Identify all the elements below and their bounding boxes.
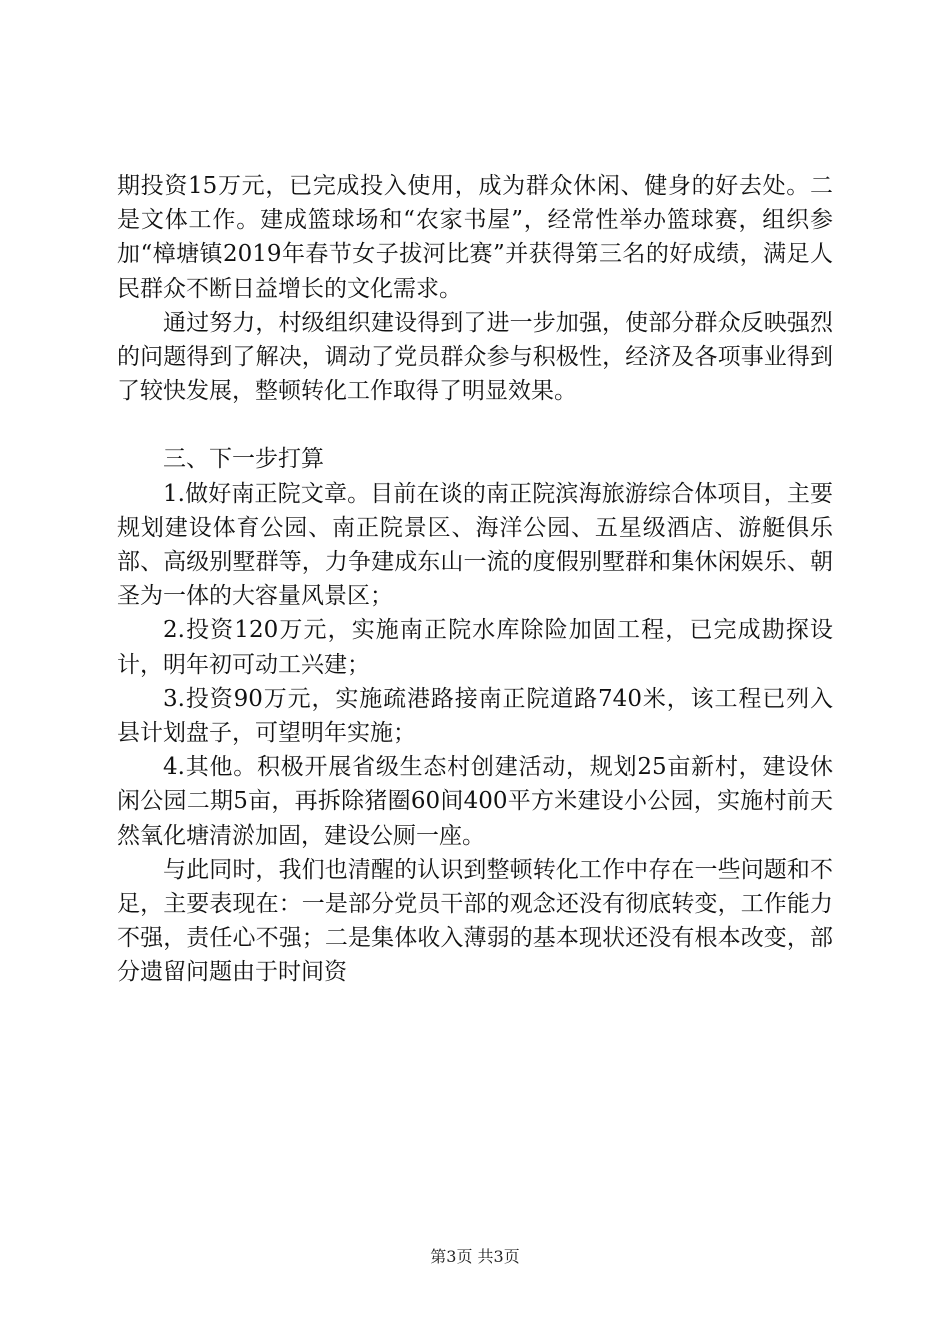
plan-item-1: 1.做好南正院文章。目前在谈的南正院滨海旅游综合体项目，主要规划建设体育公园、南正院景区、海洋公园、五星级酒店、游艇俱乐部、高级别墅群等，力争建成东山一流的度假别墅群和集休闲娱乐、朝圣为一体的大容量风景区； — [117, 480, 833, 610]
paragraph-continuation: 期投资15万元，已完成投入使用，成为群众休闲、健身的好去处。二是文体工作。建成篮球场和“农家书屋”，经常性举办篮球赛，组织参加“樟塘镇2019年春节女子拔河比赛”并获得第三名的好成绩，满足人民群众不断日益增长的文化需求。 — [117, 173, 833, 302]
plan-item-3: 3.投资90万元，实施疏港路接南正院道路740米，该工程已列入县计划盘子，可望明年实施； — [117, 685, 833, 747]
paragraph-problems: 与此同时，我们也清醒的认识到整顿转化工作中存在一些问题和不足，主要表现在：一是部分党员干部的观念还没有彻底转变，工作能力不强，责任心不强；二是集体收入薄弱的基本现状还没有根本改变，部分遗留问题由于时间资 — [117, 856, 833, 986]
plan-item-4: 4.其他。积极开展省级生态村创建活动，规划25亩新村，建设休闲公园二期5亩，再拆除猪圈60间400平方米建设小公园，实施村前天然氧化塘清淤加固，建设公厕一座。 — [117, 754, 833, 849]
section-heading: 三、下一步打算 — [163, 446, 324, 473]
plan-item-2: 2.投资120万元，实施南正院水库除险加固工程，已完成勘探设计，明年初可动工兴建； — [117, 617, 833, 678]
page-footer: 第3页 共3页 — [430, 1247, 520, 1266]
document-body — [117, 169, 833, 990]
paragraph-summary: 通过努力，村级组织建设得到了进一步加强，使部分群众反映强烈的问题得到了解决，调动了党员群众参与积极性，经济及各项事业得到了较快发展，整顿转化工作取得了明显效果。 — [117, 309, 833, 405]
